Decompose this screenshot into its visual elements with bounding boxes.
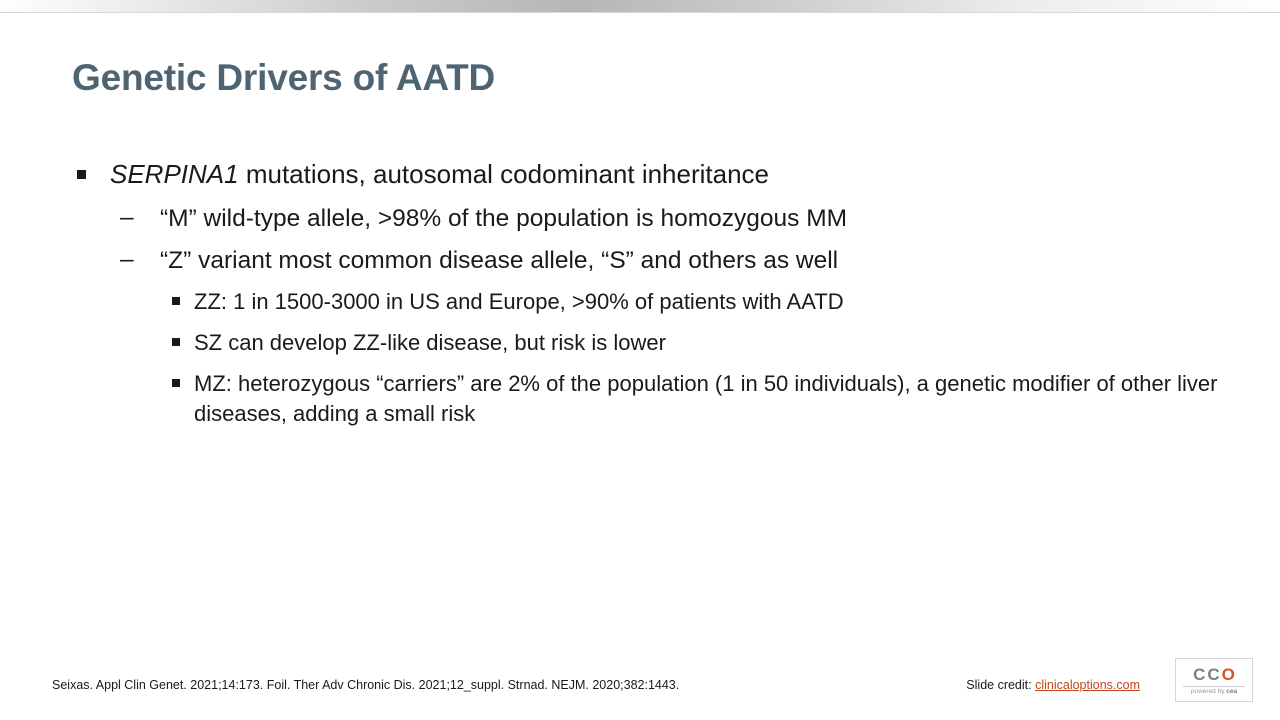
bullet-level1-emphasis: SERPINA1 bbox=[110, 159, 239, 189]
dash-bullet-icon: – bbox=[120, 204, 134, 232]
bullet-level1 bbox=[72, 158, 1222, 191]
slide-credit-label: Slide credit: bbox=[966, 678, 1036, 692]
bullet-level2 bbox=[72, 203, 1222, 235]
logo-letter-c2: C bbox=[1207, 664, 1220, 684]
bullet-level3-label: SZ can develop ZZ-like disease, but risk is lower bbox=[194, 330, 666, 356]
logo-divider bbox=[1183, 686, 1245, 687]
top-decorative-bar bbox=[0, 0, 1280, 12]
bullet-level3 bbox=[72, 328, 1222, 357]
slide-credit-link[interactable]: clinicaloptions.com bbox=[1035, 678, 1140, 692]
bullet-level2-label: “M” wild-type allele, >98% of the population is homozygous MM bbox=[160, 205, 848, 233]
bullet-level1-text: mutations, autosomal codominant inheritance bbox=[238, 159, 770, 189]
slide-credit bbox=[966, 678, 1140, 692]
square-bullet-icon bbox=[172, 297, 180, 305]
bullet-level3-label: MZ: heterozygous “carriers” are 2% of the population (1 in 50 individuals), a genetic modifier of other liver diseases, adding a small risk bbox=[194, 371, 1218, 426]
bullet-level3-label: ZZ: 1 in 1500-3000 in US and Europe, >90% of patients with AATD bbox=[194, 288, 844, 314]
bullet-level2-label: “Z” variant most common disease allele, “S” and others as well bbox=[160, 247, 839, 275]
square-bullet-icon bbox=[172, 338, 180, 346]
square-bullet-icon bbox=[77, 170, 86, 179]
cco-logo bbox=[1175, 658, 1253, 702]
logo-letter-c1: C bbox=[1193, 664, 1206, 684]
bullet-level3 bbox=[72, 287, 1222, 316]
bullet-level3 bbox=[72, 369, 1222, 428]
square-bullet-icon bbox=[172, 379, 180, 387]
logo-tagline-brand: cea bbox=[1226, 687, 1238, 695]
logo-tagline-prefix: powered by bbox=[1190, 687, 1227, 695]
logo-tagline bbox=[1191, 689, 1237, 696]
slide-body bbox=[72, 158, 1222, 440]
logo-letters bbox=[1193, 666, 1235, 683]
page-title: Genetic Drivers of AATD bbox=[72, 57, 496, 98]
dash-bullet-icon: – bbox=[120, 246, 134, 274]
citation-text: Seixas. Appl Clin Genet. 2021;14:173. Foil. Ther Adv Chronic Dis. 2021;12_suppl. Strnad. NEJM. 2020;382:1443. bbox=[52, 678, 680, 692]
bullet-level2 bbox=[72, 245, 1222, 277]
logo-letter-o: O bbox=[1221, 664, 1235, 684]
top-bar-divider bbox=[0, 12, 1280, 13]
